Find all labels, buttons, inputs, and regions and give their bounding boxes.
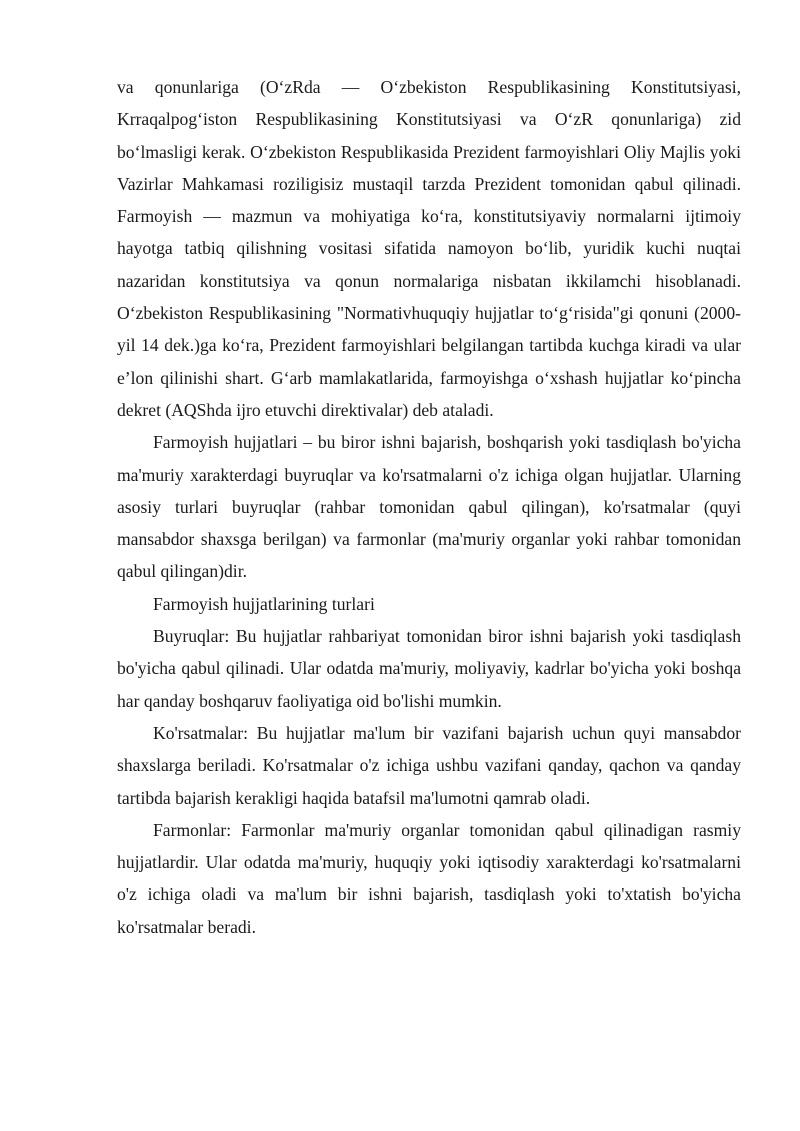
paragraph-1: va qonunlariga (O‘zRda — O‘zbekiston Respublikasining Konstitutsiyasi, Krraqalpog‘iston Respublikasining Konstitutsiyasi va O‘zR qonunlariga) zid bo‘lmasligi kerak. O‘zbekiston Respublikasida Prezident farmoyishlari Oliy Majlis yoki Vazirlar Mahkamasi roziligisiz mustaqil tarzda Prezident tomonidan qabul qilinadi. Farmoyish — mazmun va mohiyatiga ko‘ra, konstitutsiyaviy normalarni ijtimoiy hayotga tatbiq qilishning vositasi sifatida namoyon bo‘lib, yuridik kuchi nuqtai nazaridan konstitutsiya va qonun normalariga nisbatan ikkilamchi hisoblanadi. O‘zbekiston Respublikasining "Normativhuquqiy hujjatlar to‘g‘risida"gi qonuni (2000-yil 14 dek.)ga ko‘ra, Prezident farmoyishlari belgilangan tartibda kuchga kiradi va ular e’lon qilinishi shart. G‘arb mamlakatlarida, farmoyishga o‘xshash hujjatlar ko‘pincha dekret (AQShda ijro etuvchi direktivalar) deb ataladi. <box>117 77 741 420</box>
paragraph-korsatmalar: Ko'rsatmalar: Bu hujjatlar ma'lum bir vazifani bajarish uchun quyi mansabdor shaxslarga beriladi. Ko'rsatmalar o'z ichiga ushbu vazifani qanday, qachon va qanday tartibda bajarish kerakligi haqida batafsil ma'lumotni qamrab oladi. <box>117 722 741 808</box>
section-heading: Farmoyish hujjatlarining turlari <box>153 593 375 614</box>
paragraph-2: Farmoyish hujjatlari – bu biror ishni bajarish, boshqarish yoki tasdiqlash bo'yicha ma'muriy xarakterdagi buyruqlar va ko'rsatmalarni o'z ichiga olgan hujjatlar. Ularning asosiy turlari buyruqlar (rahbar tomonidan qabul qilingan), ko'rsatmalar (quyi mansabdor shaxsga berilgan) va farmonlar (ma'muriy organlar yoki rahbar tomonidan qabul qilingan)dir. <box>117 432 741 582</box>
paragraph-farmonlar: Farmonlar: Farmonlar ma'muriy organlar tomonidan qabul qilinadigan rasmiy hujjatlardir. Ular odatda ma'muriy, huquqiy yoki iqtisodiy xarakterdagi ko'rsatmalarni o'z ichiga oladi va ma'lum bir ishni bajarish, tasdiqlash yoki to'xtatish bo'yicha ko'rsatmalar beradi. <box>117 819 741 937</box>
document-body <box>117 71 741 943</box>
paragraph-buyruqlar: Buyruqlar: Bu hujjatlar rahbariyat tomonidan biror ishni bajarish yoki tasdiqlash bo'yicha qabul qilinadi. Ular odatda ma'muriy, moliyaviy, kadrlar bo'yicha yoki boshqa har qanday boshqaruv faoliyatiga oid bo'lishi mumkin. <box>117 626 741 711</box>
